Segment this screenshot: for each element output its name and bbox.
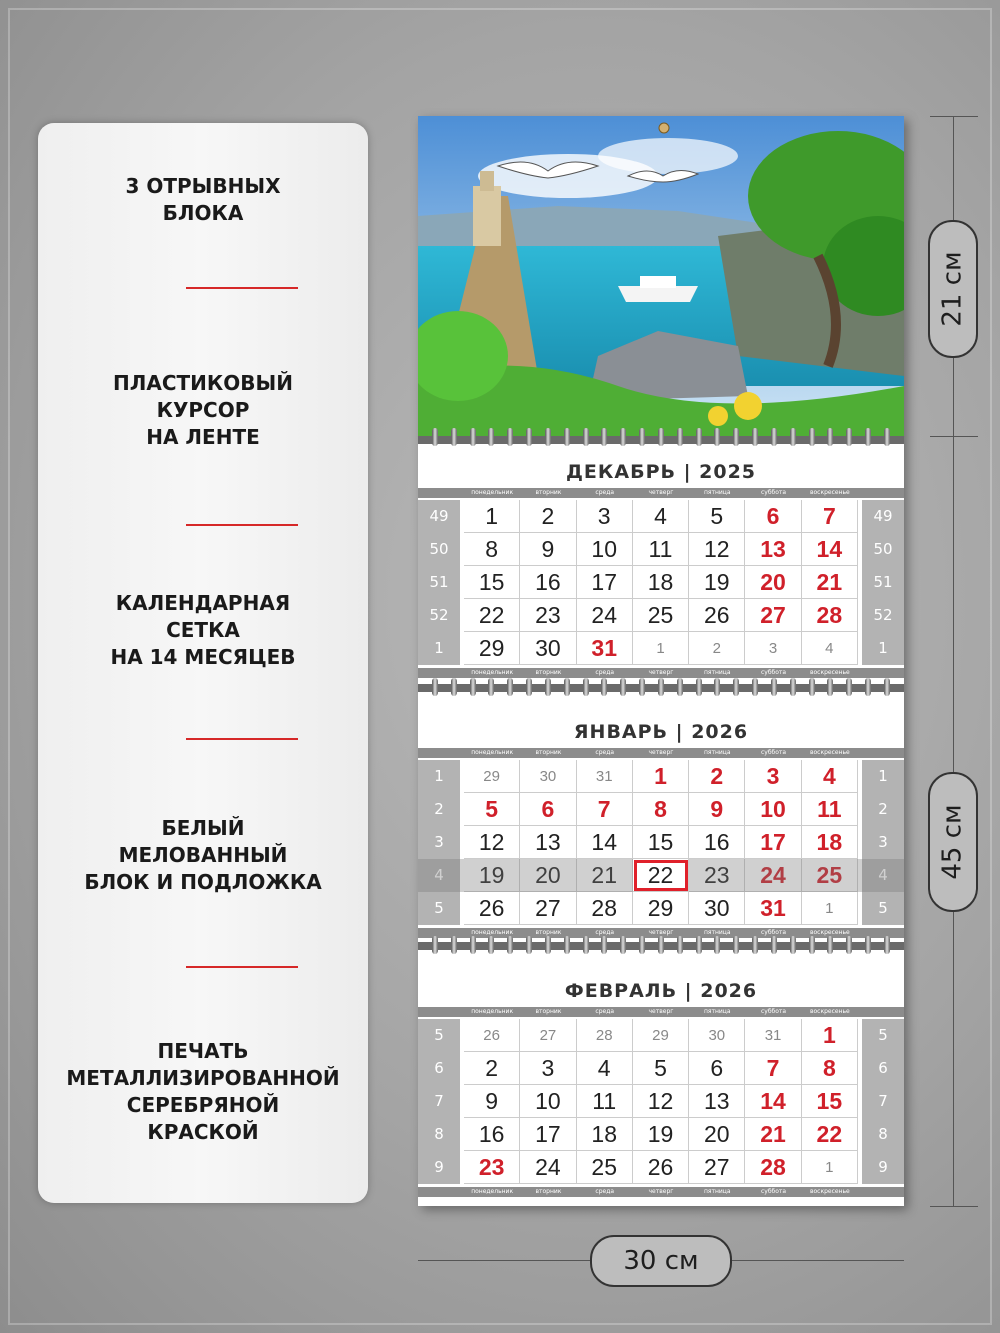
divider [186,966,298,968]
day-cell: 19 [633,1118,689,1151]
day-cell: 8 [802,1052,858,1085]
week-number: 7 [434,1092,444,1110]
seascape-image [418,116,904,436]
day-cell: 7 [802,500,858,533]
week-number: 6 [434,1059,444,1077]
day-cell: 12 [633,1085,689,1118]
day-cell: 31 [577,632,633,665]
week-numbers-right [862,500,904,665]
day-cell: 3 [745,632,801,665]
day-cell: 25 [577,1151,633,1184]
day-cell: 14 [802,533,858,566]
day-cell: 31 [577,760,633,793]
day-cell: 24 [520,1151,576,1184]
day-cell: 8 [633,793,689,826]
week-number: 9 [434,1158,444,1176]
days [464,760,858,925]
week-number: 5 [434,1026,444,1044]
month-block-december [418,452,904,682]
day-cell: 4 [802,632,858,665]
week-numbers-left [418,500,460,665]
feature-coated-paper: БЕЛЫЙ МЕЛОВАННЫЙ БЛОК И ПОДЛОЖКА [84,816,322,894]
day-cell: 27 [689,1151,745,1184]
day-cell: 15 [464,566,520,599]
day-cell: 1 [464,500,520,533]
day-cell: 1 [633,760,689,793]
month-block-february [418,971,904,1201]
day-cell: 29 [464,632,520,665]
month-title: ДЕКАБРЬ | 2025 [418,452,904,492]
week-numbers-right [862,760,904,925]
day-cell: 18 [577,1118,633,1151]
photo-height-label: 21 см [928,220,978,358]
day-cell: 2 [689,760,745,793]
day-cell: 13 [745,533,801,566]
weekday-labels: понедельник вторник среда четверг пятница суббота воскресенье [471,929,850,936]
day-cell-selected: 22 [633,859,689,892]
week-number: 8 [878,1125,888,1143]
week-number: 3 [878,833,888,851]
day-cell: 2 [689,632,745,665]
day-cell: 27 [745,599,801,632]
day-cell: 29 [633,892,689,925]
week-number: 51 [873,573,893,591]
weekday-labels: понедельник вторник среда четверг пятница суббота воскресенье [471,1188,850,1195]
day-cell: 6 [520,793,576,826]
block-height-label: 45 см [928,772,978,912]
week-number: 52 [873,606,893,624]
day-cell: 26 [689,599,745,632]
week-number: 4 [878,866,888,884]
day-cell: 6 [745,500,801,533]
wall-calendar [418,116,904,1206]
day-cell: 12 [689,533,745,566]
day-cell: 8 [464,533,520,566]
day-cell: 4 [633,500,689,533]
day-cell: 26 [464,892,520,925]
week-number: 5 [878,1026,888,1044]
day-cell: 28 [577,892,633,925]
day-cell: 13 [520,826,576,859]
day-cell: 5 [689,500,745,533]
day-cell: 22 [802,1118,858,1151]
day-cell: 30 [520,760,576,793]
feature-calendar-grid: КАЛЕНДАРНАЯ СЕТКА НА 14 МЕСЯЦЕВ [110,591,296,669]
day-cell: 15 [633,826,689,859]
day-cell: 1 [802,1151,858,1184]
week-number: 4 [434,866,444,884]
week-number: 8 [434,1125,444,1143]
feature-silver-print: ПЕЧАТЬ МЕТАЛЛИЗИРОВАННОЙ СЕРЕБРЯНОЙ КРАСКОЙ [66,1039,340,1144]
day-cell: 23 [520,599,576,632]
day-cell: 4 [802,760,858,793]
week-number: 50 [429,540,449,558]
days [464,1019,858,1184]
week-number: 1 [878,767,888,785]
dimension-tick [930,116,978,117]
day-cell: 5 [633,1052,689,1085]
day-cell: 16 [464,1118,520,1151]
week-number: 1 [434,767,444,785]
day-cell: 28 [577,1019,633,1052]
width-label: 30 см [590,1235,732,1287]
day-cell: 2 [464,1052,520,1085]
day-cell: 4 [577,1052,633,1085]
day-cell: 21 [802,566,858,599]
month-block-january [418,712,904,942]
weekday-labels: понедельник вторник среда четверг пятница суббота воскресенье [471,749,850,756]
day-cell: 17 [745,826,801,859]
day-cell: 2 [520,500,576,533]
week-number: 5 [878,899,888,917]
day-cell: 5 [464,793,520,826]
day-cell: 17 [520,1118,576,1151]
spiral-binding [432,678,890,696]
week-number: 49 [429,507,449,525]
day-cell: 11 [577,1085,633,1118]
day-cell: 3 [577,500,633,533]
month-title: ФЕВРАЛЬ | 2026 [418,971,904,1011]
day-cell: 30 [689,1019,745,1052]
day-cell: 20 [745,566,801,599]
day-cell: 10 [577,533,633,566]
week-number: 1 [434,639,444,657]
features-panel [38,123,368,1203]
day-cell: 10 [520,1085,576,1118]
week-number: 50 [873,540,893,558]
day-cell: 28 [745,1151,801,1184]
week-number: 2 [434,800,444,818]
day-cell: 31 [745,1019,801,1052]
week-number: 5 [434,899,444,917]
day-cell: 25 [802,859,858,892]
week-number: 9 [878,1158,888,1176]
week-number: 7 [878,1092,888,1110]
day-cell: 11 [633,533,689,566]
divider [186,524,298,526]
day-cell: 24 [577,599,633,632]
day-cell: 21 [745,1118,801,1151]
day-cell: 26 [633,1151,689,1184]
day-cell: 9 [520,533,576,566]
day-cell: 13 [689,1085,745,1118]
day-cell: 21 [577,859,633,892]
day-cell: 24 [745,859,801,892]
day-cell: 16 [689,826,745,859]
spiral-binding [432,936,890,954]
week-numbers-left [418,760,460,925]
day-cell: 22 [464,599,520,632]
day-cell: 6 [689,1052,745,1085]
day-cell: 18 [633,566,689,599]
day-cell: 9 [689,793,745,826]
week-number: 52 [429,606,449,624]
week-number: 6 [878,1059,888,1077]
day-cell: 31 [745,892,801,925]
weekday-labels: понедельник вторник среда четверг пятница суббота воскресенье [471,489,850,496]
day-cell: 27 [520,892,576,925]
day-cell: 23 [689,859,745,892]
day-cell: 12 [464,826,520,859]
day-cell: 30 [520,632,576,665]
day-cell: 20 [520,859,576,892]
day-cell: 1 [802,892,858,925]
month-title: ЯНВАРЬ | 2026 [418,712,904,752]
day-cell: 3 [745,760,801,793]
spiral-binding [432,428,890,446]
day-cell: 30 [689,892,745,925]
week-number: 3 [434,833,444,851]
day-cell: 10 [745,793,801,826]
day-cell: 3 [520,1052,576,1085]
weekday-labels: понедельник вторник среда четверг пятница суббота воскресенье [471,669,850,676]
day-cell: 7 [577,793,633,826]
day-cell: 19 [464,859,520,892]
day-cell: 26 [464,1019,520,1052]
day-cell: 7 [745,1052,801,1085]
day-cell: 15 [802,1085,858,1118]
days [464,500,858,665]
dimension-tick [930,1206,978,1207]
feature-plastic-cursor: ПЛАСТИКОВЫЙ КУРСОР НА ЛЕНТЕ [113,371,293,449]
header-photo [418,116,904,436]
day-cell: 1 [802,1019,858,1052]
week-number: 49 [873,507,893,525]
day-cell: 9 [464,1085,520,1118]
day-cell: 29 [633,1019,689,1052]
weekday-labels: понедельник вторник среда четверг пятница суббота воскресенье [471,1008,850,1015]
day-cell: 14 [745,1085,801,1118]
day-cell: 28 [802,599,858,632]
week-number: 2 [878,800,888,818]
week-numbers-left [418,1019,460,1184]
divider [186,287,298,289]
week-numbers-right [862,1019,904,1184]
day-cell: 29 [464,760,520,793]
day-cell: 16 [520,566,576,599]
day-cell: 11 [802,793,858,826]
day-cell: 17 [577,566,633,599]
day-cell: 20 [689,1118,745,1151]
day-cell: 27 [520,1019,576,1052]
week-number: 1 [878,639,888,657]
feature-tear-off-blocks: 3 ОТРЫВНЫХ БЛОКА [125,174,281,225]
dimension-tick [930,436,978,437]
day-cell: 1 [633,632,689,665]
day-cell: 14 [577,826,633,859]
day-cell: 18 [802,826,858,859]
day-cell: 19 [689,566,745,599]
day-cell: 25 [633,599,689,632]
divider [186,738,298,740]
week-number: 51 [429,573,449,591]
day-cell: 23 [464,1151,520,1184]
